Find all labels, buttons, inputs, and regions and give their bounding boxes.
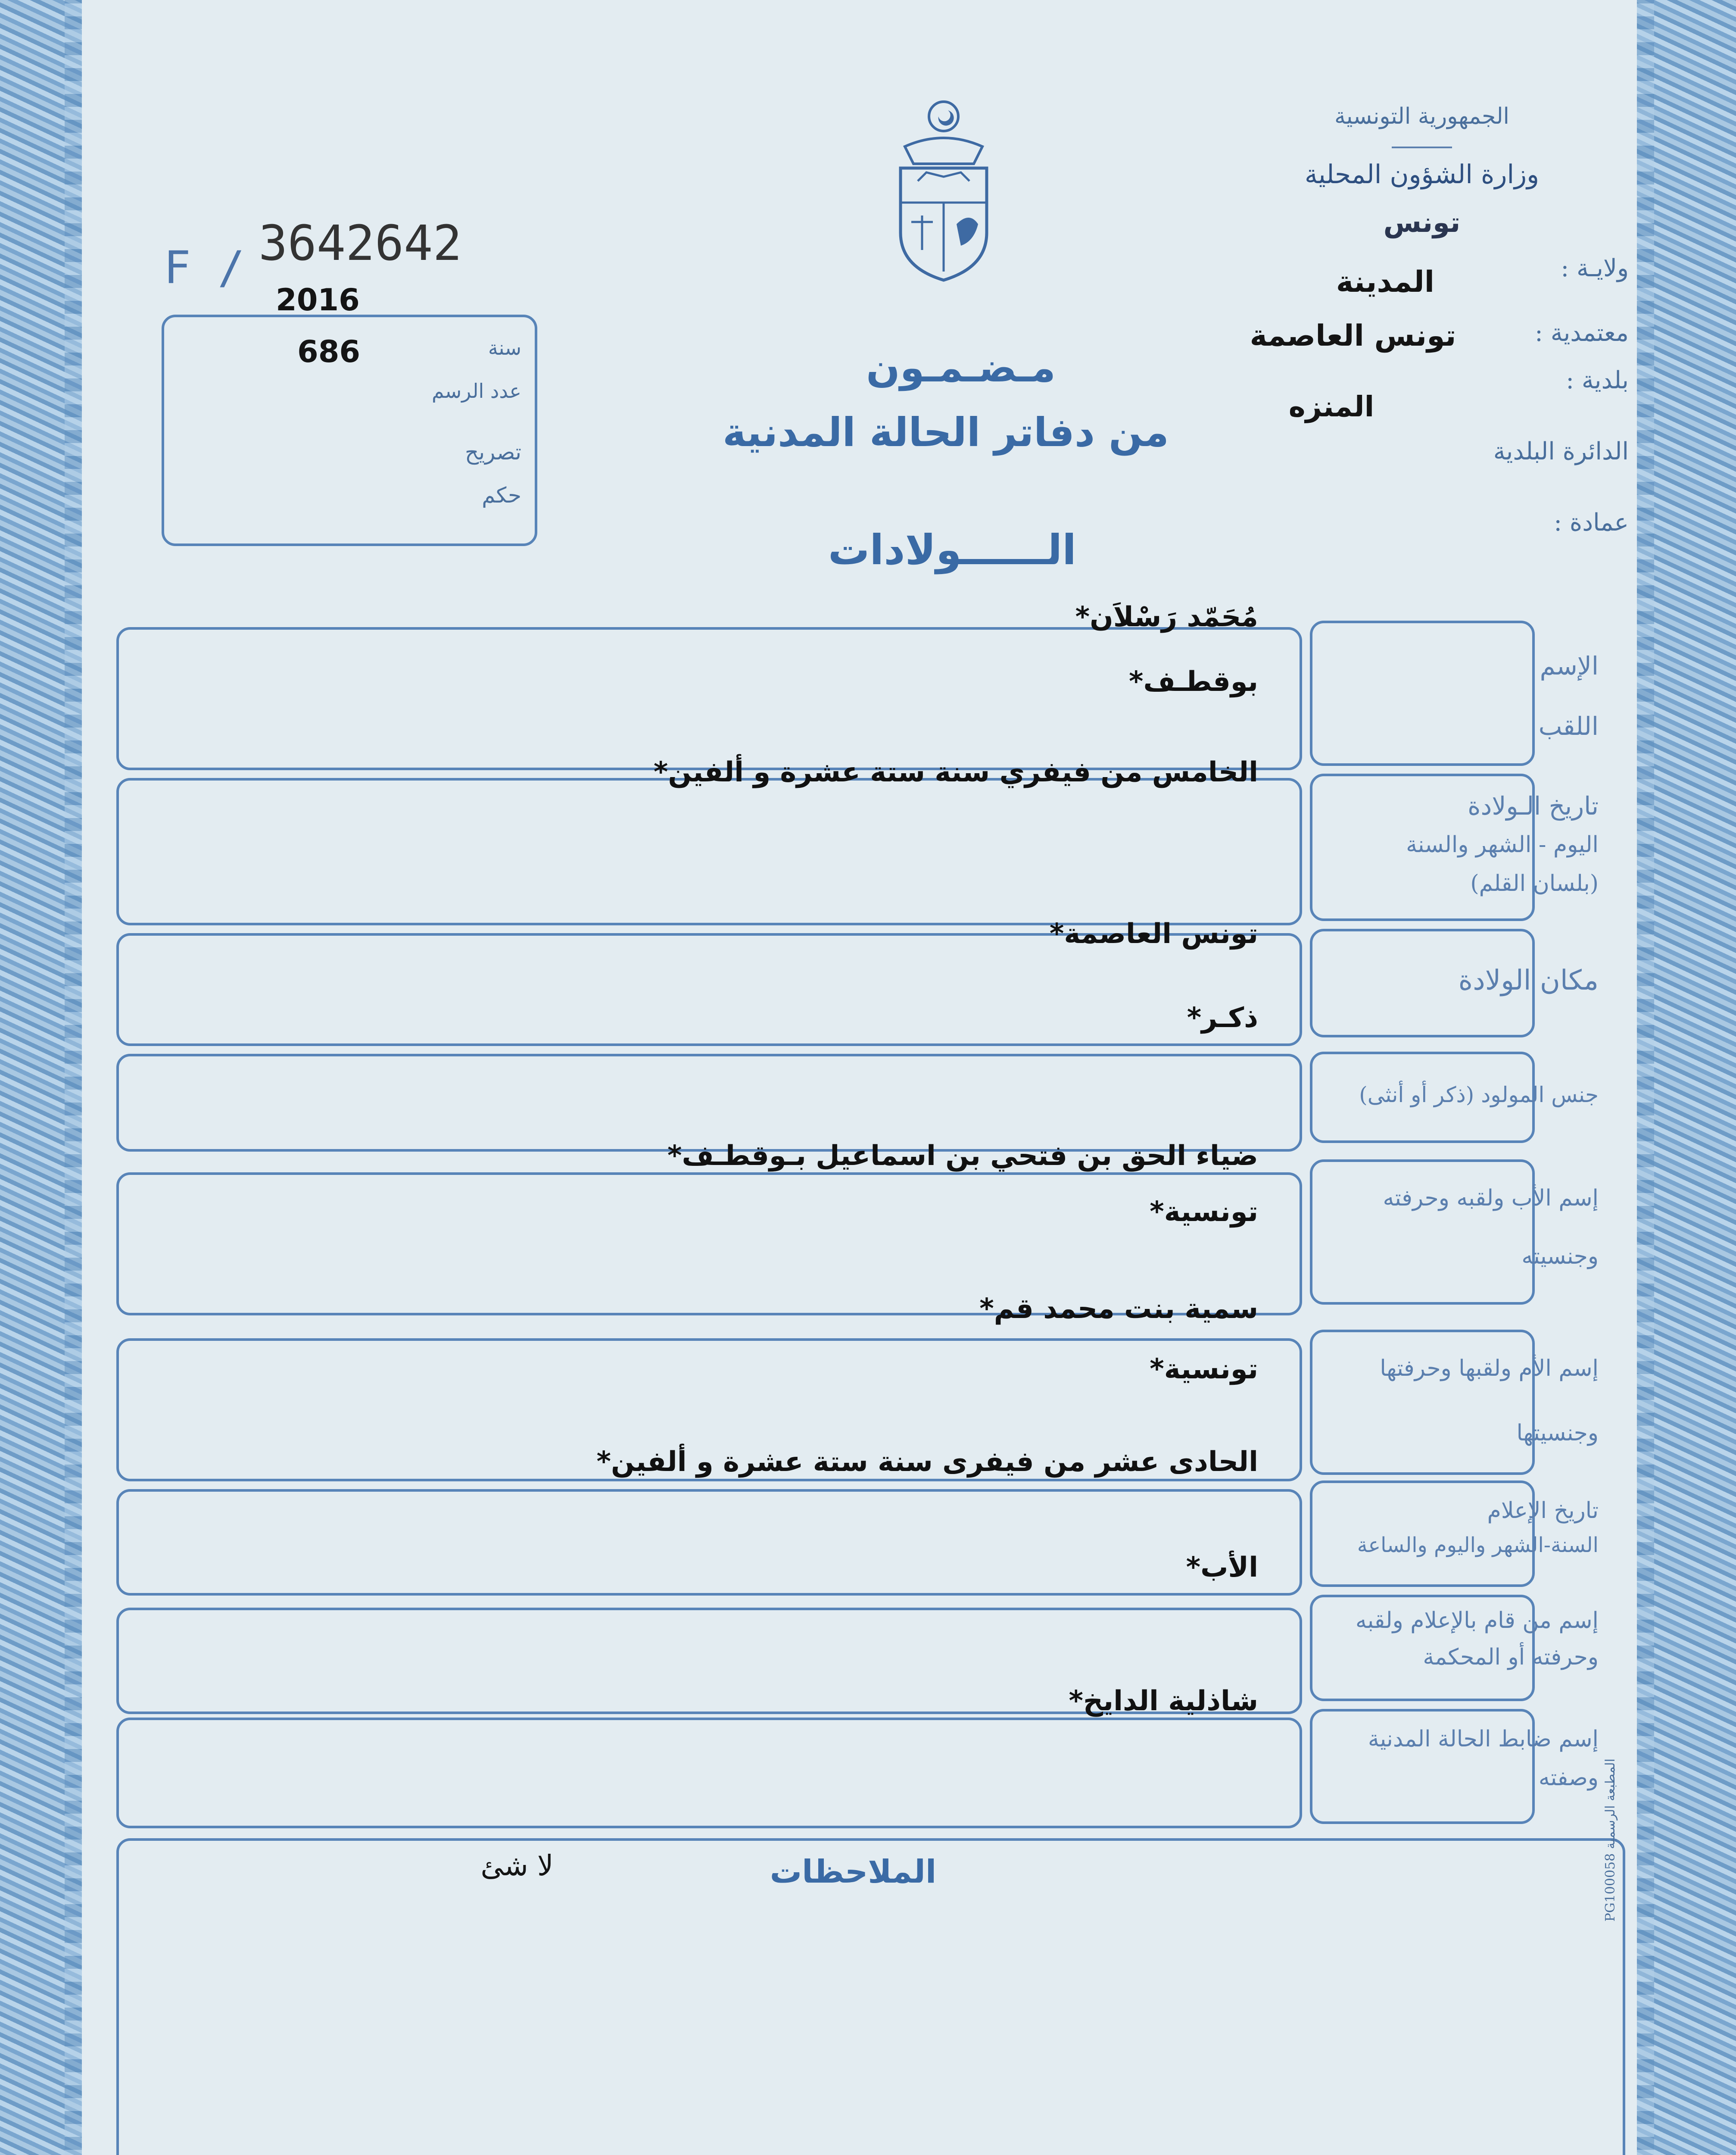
label-birth-date: تاريخ الـولادة (1468, 791, 1599, 821)
serial-prefix: F / (164, 241, 245, 294)
serial-number: 3642642 (259, 216, 462, 272)
value-mother-nationality: تونسية* (1150, 1353, 1258, 1385)
registry-judgment-label: حكم (482, 483, 521, 508)
delegation-label: معتمدية : (1535, 319, 1629, 347)
value-box-officer (116, 1718, 1302, 1828)
value-box-birth-date (116, 778, 1302, 925)
label-birth-date-note: (بلسان القلم) (1470, 871, 1599, 896)
label-surname: اللقب (1538, 712, 1599, 741)
registry-year-label: سنة (488, 336, 521, 359)
governorate-label: ولايـة : (1561, 254, 1629, 282)
header-divider (1392, 147, 1452, 148)
label-mother-nationality: وجنسيتها (1516, 1420, 1599, 1446)
registry-number-label: عدد الرسم (431, 379, 521, 403)
delegation-value: تونس العاصمة (1250, 319, 1456, 353)
republic-name: الجمهورية التونسية (1334, 103, 1510, 129)
value-first-name: مُحَمّد رَسْلاَن* (1075, 601, 1258, 633)
remarks-value: لا شئ (480, 1849, 554, 1882)
left-guilloche-border (0, 0, 82, 2155)
label-sex: جنس المولود (ذكر أو أنثى) (1359, 1082, 1599, 1107)
value-sex: ذكـر* (1187, 1002, 1258, 1034)
value-box-name (116, 627, 1302, 770)
label-birth-date-sub: اليوم - الشهر والسنة (1406, 832, 1599, 858)
document-subtitle: من دفاتر الحالة المدنية (723, 409, 1169, 456)
value-father-nationality: تونسية* (1150, 1196, 1258, 1228)
value-officer: شاذلية الدايخ* (1069, 1685, 1258, 1717)
document-title: مـضـمـون (866, 345, 1056, 391)
value-birth-date: الخامس من فيفري سنة ستة عشرة و ألفين* (653, 756, 1258, 788)
registry-year-value: 2016 (276, 282, 360, 318)
section-title: الــــــولادات (828, 526, 1077, 574)
label-officer: إسم ضابط الحالة المدنية (1368, 1726, 1599, 1752)
right-guilloche-border (1637, 0, 1736, 2155)
label-declarant: إسم من قام بالإعلام ولقبه (1355, 1608, 1599, 1633)
label-father-nationality: وجنسيته (1521, 1243, 1599, 1269)
value-box-sex (116, 1054, 1302, 1152)
value-mother: سمية بنت محمد قم* (979, 1293, 1258, 1325)
omda-label: عمادة : (1554, 509, 1629, 537)
label-declaration-date: تاريخ الإعلام (1487, 1498, 1599, 1524)
label-mother: إسم الأم ولقبها وحرفتها (1380, 1355, 1599, 1381)
municipality-value: المنزه (1288, 390, 1374, 423)
tunisia-emblem (888, 99, 1000, 289)
value-father: ضياء الحق بن فتحي بن اسماعيل بـوقطـف* (667, 1140, 1258, 1172)
label-first-name: الإسم (1540, 651, 1599, 681)
printer-code: المطبعة الرسمية PG100058 (1603, 1758, 1618, 1922)
country-stamp: تونس (1383, 207, 1461, 239)
value-birth-place: تونس العاصمة* (1049, 918, 1258, 950)
municipality-label: بلدية : (1566, 366, 1629, 394)
label-birth-place: مكان الولادة (1458, 965, 1599, 996)
label-officer-sub: وصفته (1538, 1765, 1599, 1791)
governorate-value: المدينة (1336, 265, 1435, 299)
label-father: إسم الأب ولقبه وحرفته (1383, 1185, 1599, 1211)
municipal-district-label: الدائرة البلدية (1493, 437, 1629, 465)
ministry-name: وزارة الشؤون المحلية (1304, 159, 1540, 190)
remarks-label: الملاحظات (770, 1853, 937, 1890)
registry-declaration-label: تصريح (464, 440, 521, 465)
registry-number-value: 686 (297, 334, 361, 369)
label-declarant-sub: وحرفته أو المحكمة (1423, 1644, 1599, 1670)
value-surname: بوقطـف* (1129, 666, 1258, 698)
value-declarant: الأب* (1186, 1552, 1258, 1583)
value-declaration-date: الحادى عشر من فيفرى سنة ستة عشرة و ألفين* (596, 1446, 1258, 1478)
label-declaration-date-sub: السنة-الشهر واليوم والساعة (1357, 1533, 1599, 1557)
